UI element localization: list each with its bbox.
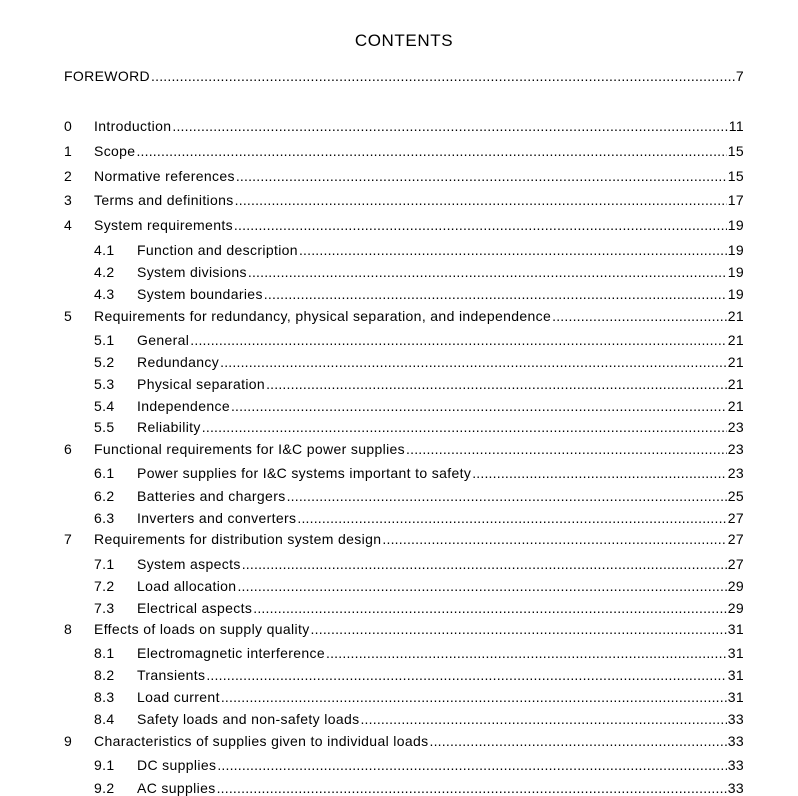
- toc-entry[interactable]: [64, 139, 744, 159]
- toc-entry-label: Load current: [137, 689, 220, 705]
- toc-entry-page: 21: [727, 332, 744, 348]
- toc-entry-label: Function and description: [137, 242, 298, 258]
- toc-entry-page: 15: [727, 143, 744, 159]
- dot-leader: [264, 286, 727, 302]
- toc-entry-number: 3: [64, 192, 73, 208]
- dot-leader: [206, 667, 726, 683]
- dot-leader: [234, 217, 727, 233]
- toc-entry[interactable]: [94, 461, 744, 481]
- toc-entry-number: 7.3: [94, 600, 115, 616]
- toc-entry-number: 8.3: [94, 689, 115, 705]
- dot-leader: [242, 556, 727, 572]
- toc-entry[interactable]: [64, 213, 744, 233]
- toc-entry-label: Independence: [137, 398, 230, 414]
- toc-entry[interactable]: [94, 484, 744, 504]
- toc-entry-page: 19: [727, 242, 744, 258]
- toc-entry-number: 4.2: [94, 264, 115, 280]
- toc-entry-number: 5.4: [94, 398, 115, 414]
- toc-entry-number: 4: [64, 217, 73, 233]
- toc-entry-number: 9.1: [94, 757, 115, 773]
- toc-entry-number: 8.2: [94, 667, 115, 683]
- toc-entry-number: 6.2: [94, 488, 115, 504]
- toc-entry-label: Inverters and converters: [137, 510, 297, 526]
- toc-entry-label: Power supplies for I&C systems important to safety: [137, 465, 472, 481]
- toc-entry-label: Requirements for distribution system design: [94, 531, 382, 547]
- dot-leader: [430, 733, 727, 749]
- toc-entry[interactable]: [94, 753, 744, 773]
- toc-entry-label: Introduction: [94, 118, 172, 134]
- toc-entry-number: 7.2: [94, 578, 115, 594]
- toc-entry-number: 0: [64, 118, 73, 134]
- toc-entry-label: System boundaries: [137, 286, 263, 302]
- dot-leader: [237, 578, 726, 594]
- dot-leader: [190, 332, 726, 348]
- dot-leader: [297, 510, 726, 526]
- toc-entry[interactable]: [64, 437, 744, 457]
- toc-entry-label: Physical separation: [137, 376, 266, 392]
- toc-entry-page: 33: [727, 780, 744, 796]
- toc-entry-label: Requirements for redundancy, physical separation, and independence: [94, 308, 552, 324]
- toc-entry[interactable]: [94, 282, 744, 302]
- toc-entry-label: Batteries and chargers: [137, 488, 286, 504]
- toc-entry-page: 33: [727, 757, 744, 773]
- toc-entry-label: Scope: [94, 143, 136, 159]
- toc-entry-label: Safety loads and non-safety loads: [137, 711, 360, 727]
- toc-entry-page: 23: [727, 419, 744, 435]
- toc-entry[interactable]: [94, 238, 744, 258]
- dot-leader: [311, 621, 727, 637]
- toc-entry[interactable]: [94, 350, 744, 370]
- dot-leader: [472, 465, 727, 481]
- toc-entry-number: 5.5: [94, 419, 115, 435]
- toc-entry-page: 21: [727, 308, 744, 324]
- toc-entry-number: 5.3: [94, 376, 115, 392]
- toc-entry[interactable]: [94, 707, 744, 727]
- toc-entry[interactable]: [94, 776, 744, 796]
- toc-entry-number: 8.4: [94, 711, 115, 727]
- toc-entry-number: 5: [64, 308, 73, 324]
- dot-leader: [217, 780, 727, 796]
- toc-entry[interactable]: [94, 394, 744, 414]
- toc-entry-number: 4.1: [94, 242, 115, 258]
- toc-entry-page: 27: [727, 531, 744, 547]
- toc-entry[interactable]: [64, 164, 744, 184]
- dot-leader: [406, 441, 727, 457]
- dot-leader: [221, 689, 727, 705]
- toc-entry[interactable]: [64, 64, 744, 84]
- toc-entry-number: 8.1: [94, 645, 115, 661]
- toc-entry-page: 31: [727, 645, 744, 661]
- dot-leader: [151, 68, 735, 84]
- dot-leader: [552, 308, 727, 324]
- toc-entry-label: System aspects: [137, 556, 241, 572]
- toc-entry-label: Redundancy: [137, 354, 220, 370]
- toc-entry-label: Electrical aspects: [137, 600, 253, 616]
- toc-entry-page: 33: [727, 733, 744, 749]
- toc-entry[interactable]: [94, 574, 744, 594]
- toc-entry-page: 23: [727, 465, 744, 481]
- toc-entry[interactable]: [94, 415, 744, 435]
- dot-leader: [231, 398, 727, 414]
- toc-entry-page: 31: [727, 621, 744, 637]
- toc-entry-label: Characteristics of supplies given to individual loads: [94, 733, 429, 749]
- toc-entry-number: 5.1: [94, 332, 115, 348]
- dot-leader: [136, 143, 726, 159]
- dot-leader: [287, 488, 727, 504]
- toc-entry-number: 9: [64, 733, 73, 749]
- toc-entry-label: General: [137, 332, 190, 348]
- toc-entry-number: 7: [64, 531, 73, 547]
- toc-entry-label: FOREWORD: [64, 68, 151, 84]
- toc-entry-number: 5.2: [94, 354, 115, 370]
- toc-entry-page: 17: [727, 192, 744, 208]
- toc-entry-page: 23: [727, 441, 744, 457]
- toc-entry-label: Load allocation: [137, 578, 237, 594]
- toc-entry[interactable]: [94, 552, 744, 572]
- dot-leader: [172, 118, 727, 134]
- toc-entry-label: Terms and definitions: [94, 192, 234, 208]
- dot-leader: [326, 645, 727, 661]
- toc-entry-page: 21: [727, 354, 744, 370]
- toc-entry-page: 31: [727, 689, 744, 705]
- toc-entry-number: 7.1: [94, 556, 115, 572]
- toc-entry-number: 1: [64, 143, 73, 159]
- toc-entry-page: 11: [728, 118, 744, 134]
- toc-entry-page: 15: [727, 168, 744, 184]
- dot-leader: [248, 264, 727, 280]
- toc-entry-number: 9.2: [94, 780, 115, 796]
- toc-entry[interactable]: [94, 685, 744, 705]
- toc-entry-label: System divisions: [137, 264, 247, 280]
- dot-leader: [360, 711, 726, 727]
- toc-entry[interactable]: [64, 527, 744, 547]
- toc-entry[interactable]: [94, 506, 744, 526]
- dot-leader: [202, 419, 727, 435]
- toc-entry-label: Electromagnetic interference: [137, 645, 325, 661]
- toc-entry[interactable]: [94, 372, 744, 392]
- toc-entry[interactable]: [94, 260, 744, 280]
- toc-entry-page: 19: [727, 264, 744, 280]
- toc-entry-page: 29: [727, 600, 744, 616]
- toc-entry-page: 21: [727, 398, 744, 414]
- toc-entry-page: 19: [727, 217, 744, 233]
- dot-leader: [236, 168, 727, 184]
- toc-entry[interactable]: [64, 188, 744, 208]
- toc-entry[interactable]: [94, 596, 744, 616]
- toc-entry-label: Transients: [137, 667, 206, 683]
- toc-entry-page: 27: [727, 556, 744, 572]
- dot-leader: [266, 376, 727, 392]
- toc-entry-number: 6.1: [94, 465, 115, 481]
- page-title: CONTENTS: [354, 31, 454, 50]
- toc-entry[interactable]: [94, 663, 744, 683]
- toc-entry[interactable]: [64, 114, 744, 134]
- toc-entry-label: System requirements: [94, 217, 233, 233]
- toc-entry-number: 8: [64, 621, 73, 637]
- dot-leader: [220, 354, 727, 370]
- toc-entry-number: 6: [64, 441, 73, 457]
- toc-entry[interactable]: [94, 641, 744, 661]
- toc-entry[interactable]: [64, 617, 744, 637]
- toc-entry-page: 21: [727, 376, 744, 392]
- dot-leader: [253, 600, 726, 616]
- toc-entry-page: 19: [727, 286, 744, 302]
- toc-entry-page: 27: [727, 510, 744, 526]
- toc-entry-page: 7: [735, 68, 744, 84]
- toc-entry-label: Reliability: [137, 419, 201, 435]
- toc-entry[interactable]: [64, 304, 744, 324]
- toc-entry-label: DC supplies: [137, 757, 217, 773]
- dot-leader: [217, 757, 726, 773]
- toc-entry-label: AC supplies: [137, 780, 216, 796]
- toc-entry-number: 4.3: [94, 286, 115, 302]
- toc-entry-page: 31: [727, 667, 744, 683]
- dot-leader: [235, 192, 727, 208]
- toc-entry[interactable]: [94, 328, 744, 348]
- toc-entry-label: Functional requirements for I&C power supplies: [94, 441, 406, 457]
- toc-entry-label: Effects of loads on supply quality: [94, 621, 310, 637]
- toc-entry-number: 2: [64, 168, 73, 184]
- toc-entry-label: Normative references: [94, 168, 235, 184]
- toc-entry-number: 6.3: [94, 510, 115, 526]
- toc-entry-page: 33: [727, 711, 744, 727]
- dot-leader: [299, 242, 727, 258]
- toc-entry[interactable]: [64, 729, 744, 749]
- dot-leader: [382, 531, 726, 547]
- toc-entry-page: 29: [727, 578, 744, 594]
- toc-entry-page: 25: [727, 488, 744, 504]
